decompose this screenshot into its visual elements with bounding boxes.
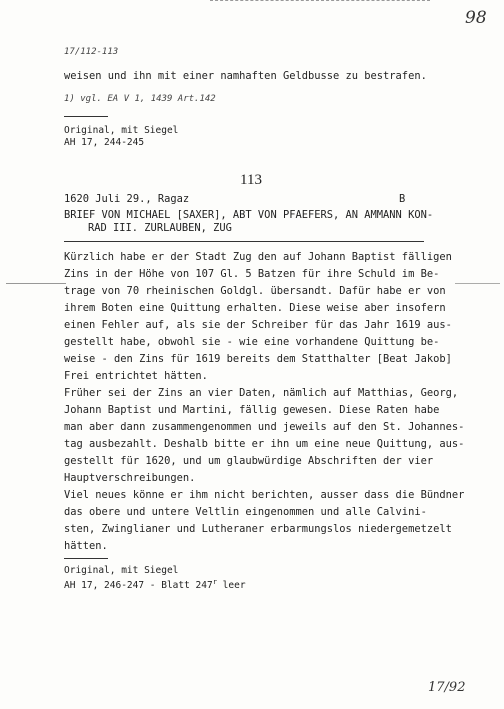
previous-footnote: 1) vgl. EA V 1, 1439 Art.142 xyxy=(64,94,216,104)
body-line: das obere und untere Veltlin eingenommen und alle Calvini- xyxy=(64,506,427,518)
page-top-edge xyxy=(210,0,430,3)
previous-source-original: Original, mit Siegel xyxy=(64,125,179,136)
source-rule xyxy=(64,558,108,559)
body-line: man aber dann zusammengenommen und jeweils auf den St. Johannes- xyxy=(64,421,465,433)
body-line: hätten. xyxy=(64,540,108,552)
body-line: gestellt habe, obwohl sie - wie eine vorhandene Quittung be- xyxy=(64,336,440,348)
document-title-line: BRIEF VON MICHAEL [SAXER], ABT VON PFAEFERS, AN AMMANN KON- xyxy=(64,209,434,221)
body-line: weise - den Zins für 1619 bereits dem Statthalter [Beat Jakob] xyxy=(64,353,452,365)
body-line: ihrem Boten eine Quittung erhalten. Diese weise aber insofern xyxy=(64,302,446,314)
body-line: Hauptverschreibungen. xyxy=(64,472,196,484)
document-number: 113 xyxy=(240,172,262,188)
document-date-place: 1620 Juli 29., Ragaz xyxy=(64,193,190,205)
document-title-line: RAD III. ZURLAUBEN, ZUG xyxy=(88,222,232,234)
margin-mark-line xyxy=(6,283,66,284)
source-archive: AH 17, 246-247 - Blatt 247$^r$ leer xyxy=(64,578,246,592)
previous-source-archive: AH 17, 244-245 xyxy=(64,137,145,148)
header-reference: 17/112-113 xyxy=(64,47,119,57)
footnote-rule xyxy=(64,116,108,117)
body-line: Früher sei der Zins an vier Daten, nämlich auf Matthias, Georg, xyxy=(64,387,459,399)
body-line: trage von 70 rheinischen Goldgl. übersandt. Dafür habe er von xyxy=(64,285,446,297)
body-line: Kürzlich habe er der Stadt Zug den auf Johann Baptist fälligen xyxy=(64,251,452,263)
document-marker: B xyxy=(399,193,406,205)
body-line: tag ausbezahlt. Deshalb bitte er ihn um eine neue Quittung, aus- xyxy=(64,438,465,450)
body-line: Johann Baptist und Martini, fällig gewesen. Diese Raten habe xyxy=(64,404,440,416)
source-original: Original, mit Siegel xyxy=(64,565,179,576)
margin-mark-line xyxy=(455,283,500,284)
body-line: sten, Zwinglianer und Lutheraner erbarmungslos niedergemetzelt xyxy=(64,523,452,535)
bottom-folio: 17/92 xyxy=(428,680,466,695)
body-line: gestellt für 1620, und um glaubwürdige Abschriften der vier xyxy=(64,455,434,467)
body-line: einen Fehler auf, als sie der Schreiber für das Jahr 1619 aus- xyxy=(64,319,452,331)
body-line: Viel neues könne er ihm nicht berichten, ausser dass die Bündner xyxy=(64,489,465,501)
body-line: Zins in der Höhe von 107 Gl. 5 Batzen für ihre Schuld im Be- xyxy=(64,268,440,280)
folio-number: 98 xyxy=(465,8,487,28)
body-line: Frei entrichtet hätten. xyxy=(64,370,208,382)
title-separator xyxy=(64,241,424,242)
previous-document-text: weisen und ihn mit einer namhaften Geldbusse zu bestrafen. xyxy=(64,70,427,82)
